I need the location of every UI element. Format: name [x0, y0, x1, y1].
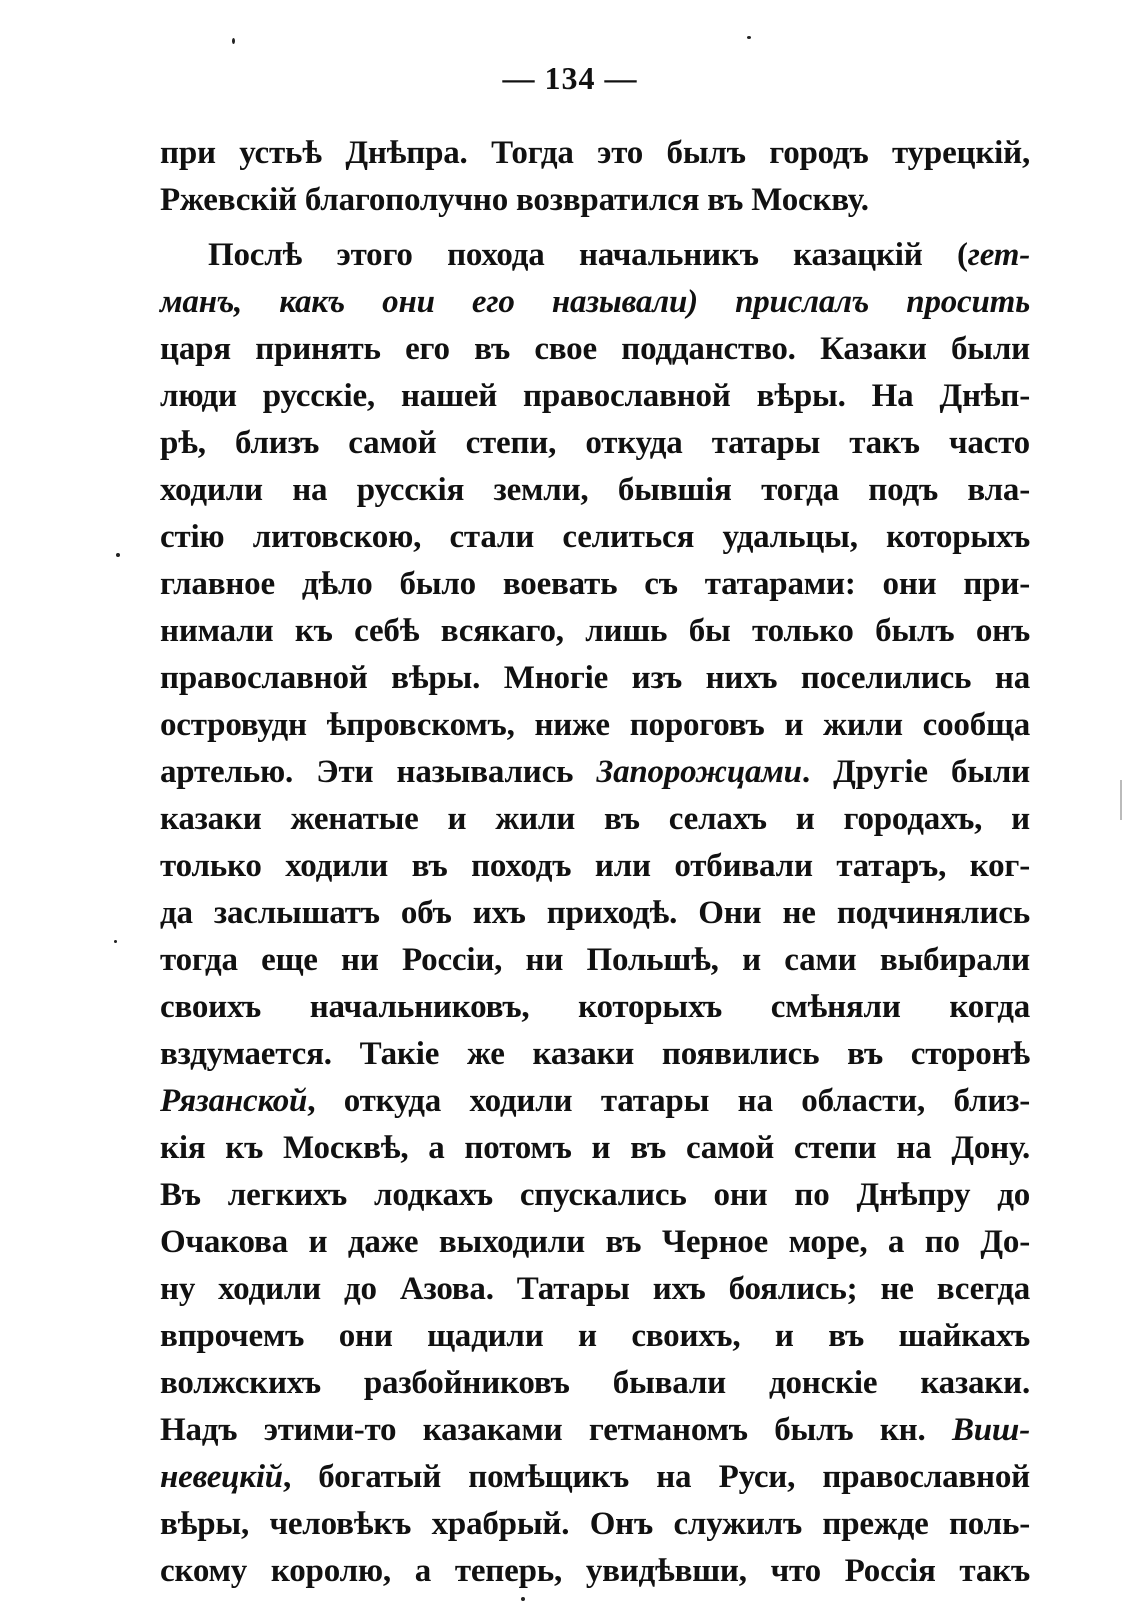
- text-line: Въ легкихъ лодкахъ спускались они по Днѣпру до: [160, 1177, 1030, 1213]
- italic-word: Рязанской: [160, 1083, 308, 1119]
- scan-speck: [747, 36, 751, 39]
- italic-word: Запорожцами: [596, 754, 802, 790]
- text-line: вздумается. Такіе же казаки появились въ сторонѣ: [160, 1036, 1030, 1072]
- text-line: казаки женатые и жили въ селахъ и городахъ, и: [160, 801, 1030, 837]
- text-line: только ходили въ походъ или отбивали татаръ, ког-: [160, 848, 1030, 884]
- text-segment: . Другіе были: [801, 754, 1030, 790]
- body-text: [160, 130, 1030, 1595]
- text-line: островудн ѣпровскомъ, ниже пороговъ и жили сообща: [160, 707, 1030, 743]
- text-line: ходили на русскія земли, бывшія тогда подъ вла-: [160, 472, 1030, 508]
- text-line: [160, 1078, 1030, 1125]
- scan-speck: [521, 1597, 525, 1601]
- italic-word: гет-: [967, 237, 1030, 273]
- text-line: стію литовскою, стали селиться удальцы, которыхъ: [160, 519, 1030, 555]
- text-line: [160, 279, 1030, 326]
- italic-word: Виш-: [951, 1412, 1030, 1448]
- text-line: волжскихъ разбойниковъ бывали донскіе казаки.: [160, 1365, 1030, 1401]
- text-line: главное дѣло было воевать съ татарами: они при-: [160, 566, 1030, 602]
- text-line: рѣ, близъ самой степи, откуда татары такъ часто: [160, 425, 1030, 461]
- text-line: при устьѣ Днѣпра. Тогда это былъ городъ турецкій,: [160, 135, 1030, 171]
- text-line: [160, 1454, 1030, 1501]
- scan-speck: [232, 38, 235, 44]
- text-line: нимали къ себѣ всякаго, лишь бы только былъ онъ: [160, 613, 1030, 649]
- scan-speck: [116, 553, 120, 557]
- scan-speck: [1120, 780, 1122, 820]
- text-line: Ржевскій благополучно возвратился въ Москву.: [160, 182, 869, 218]
- text-segment: артелью. Эти назывались: [160, 754, 597, 790]
- text-line: кія къ Москвѣ, а потомъ и въ самой степи на Дону.: [160, 1130, 1030, 1166]
- italic-word: невецкій: [160, 1459, 283, 1495]
- text-line: вѣры, человѣкъ храбрый. Онъ служилъ прежде поль-: [160, 1506, 1030, 1542]
- text-segment: Послѣ этого похода начальникъ казацкій (: [208, 237, 968, 273]
- text-line: ну ходили до Азова. Татары ихъ боялись; не всегда: [160, 1271, 1030, 1307]
- text-line: люди русскіе, нашей православной вѣры. На Днѣп-: [160, 378, 1030, 414]
- text-line: православной вѣры. Многіе изъ нихъ поселились на: [160, 660, 1030, 696]
- page-number: — 134 —: [502, 60, 638, 96]
- text-line: царя принять его въ свое подданство. Казаки были: [160, 331, 1030, 367]
- text-segment: , богатый помѣщикъ на Руси, православной: [282, 1459, 1030, 1495]
- text-line: своихъ начальниковъ, которыхъ смѣняли когда: [160, 989, 1030, 1025]
- text-line: [160, 232, 1030, 279]
- text-line: [160, 1407, 1030, 1454]
- scan-speck: [114, 940, 117, 943]
- text-line: тогда еще ни Россіи, ни Польшѣ, и сами выбирали: [160, 942, 1030, 978]
- text-segment: Надъ этими-то казаками гетманомъ былъ кн.: [160, 1412, 952, 1448]
- text-line: да заслышатъ объ ихъ приходѣ. Они не подчинялись: [160, 895, 1030, 931]
- text-line: [160, 749, 1030, 796]
- text-line: Очакова и даже выходили въ Черное море, а по До-: [160, 1224, 1030, 1260]
- text-line: впрочемъ они щадили и своихъ, и въ шайкахъ: [160, 1318, 1030, 1354]
- italic-word: манъ, какъ они его называли) прислалъ просить: [160, 284, 1030, 320]
- text-segment: , откуда ходили татары на области, близ-: [307, 1083, 1030, 1119]
- text-line: скому королю, а теперь, увидѣвши, что Россія такъ: [160, 1553, 1030, 1589]
